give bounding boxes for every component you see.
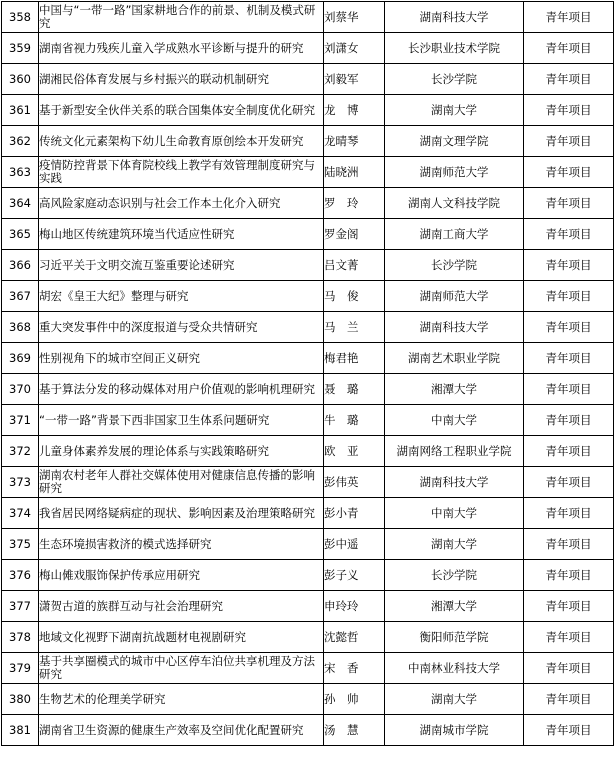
project-type: 青年项目 xyxy=(524,498,614,529)
institution-name: 湖南科技大学 xyxy=(385,312,524,343)
project-number: 358 xyxy=(2,2,39,33)
project-title: 潇贺古道的族群互动与社会治理研究 xyxy=(39,591,324,622)
project-title: 生物艺术的伦理美学研究 xyxy=(39,684,324,715)
project-title: 湖南省卫生资源的健康生产效率及空间优化配置研究 xyxy=(39,715,324,746)
project-title: 梅山傩戏服饰保护传承应用研究 xyxy=(39,560,324,591)
applicant-name: 马 兰 xyxy=(324,312,385,343)
applicant-name: 刘毅军 xyxy=(324,64,385,95)
project-number: 372 xyxy=(2,436,39,467)
table-row xyxy=(2,529,614,560)
institution-name: 衡阳师范学院 xyxy=(385,622,524,653)
applicant-name: 彭子义 xyxy=(324,560,385,591)
project-number: 363 xyxy=(2,157,39,188)
project-type: 青年项目 xyxy=(524,436,614,467)
project-type: 青年项目 xyxy=(524,343,614,374)
project-type: 青年项目 xyxy=(524,560,614,591)
table-row xyxy=(2,715,614,746)
applicant-name: 刘蔡华 xyxy=(324,2,385,33)
project-title: 高风险家庭动态识别与社会工作本土化介入研究 xyxy=(39,188,324,219)
project-title: 湖南农村老年人群社交媒体使用对健康信息传播的影响研究 xyxy=(39,467,324,498)
institution-name: 湖南师范大学 xyxy=(385,281,524,312)
applicant-name: 欧 亚 xyxy=(324,436,385,467)
project-number: 361 xyxy=(2,95,39,126)
project-title: 习近平关于文明交流互鉴重要论述研究 xyxy=(39,250,324,281)
institution-name: 长沙学院 xyxy=(385,250,524,281)
institution-name: 湖南工商大学 xyxy=(385,219,524,250)
project-type: 青年项目 xyxy=(524,405,614,436)
project-title: 基于新型安全伙伴关系的联合国集体安全制度优化研究 xyxy=(39,95,324,126)
institution-name: 湖南网络工程职业学院 xyxy=(385,436,524,467)
table-row xyxy=(2,622,614,653)
table-row xyxy=(2,95,614,126)
project-type: 青年项目 xyxy=(524,653,614,684)
project-title: 我省居民网络疑病症的现状、影响因素及治理策略研究 xyxy=(39,498,324,529)
institution-name: 中南大学 xyxy=(385,498,524,529)
applicant-name: 马 俊 xyxy=(324,281,385,312)
project-number: 365 xyxy=(2,219,39,250)
project-number: 364 xyxy=(2,188,39,219)
table-row xyxy=(2,560,614,591)
project-title: 湖湘民俗体育发展与乡村振兴的联动机制研究 xyxy=(39,64,324,95)
applicant-name: 梅君艳 xyxy=(324,343,385,374)
applicant-name: 彭伟英 xyxy=(324,467,385,498)
project-title: 中国与“一带一路”国家耕地合作的前景、机制及模式研究 xyxy=(39,2,324,33)
project-type: 青年项目 xyxy=(524,157,614,188)
project-number: 370 xyxy=(2,374,39,405)
project-number: 380 xyxy=(2,684,39,715)
project-type: 青年项目 xyxy=(524,188,614,219)
institution-name: 湘潭大学 xyxy=(385,591,524,622)
institution-name: 中南林业科技大学 xyxy=(385,653,524,684)
institution-name: 湖南艺术职业学院 xyxy=(385,343,524,374)
table-row xyxy=(2,467,614,498)
project-number: 360 xyxy=(2,64,39,95)
applicant-name: 聂 璐 xyxy=(324,374,385,405)
project-type: 青年项目 xyxy=(524,622,614,653)
applicant-name: 龙晴琴 xyxy=(324,126,385,157)
project-title: 梅山地区传统建筑环境当代适应性研究 xyxy=(39,219,324,250)
project-title: 地域文化视野下湖南抗战题材电视剧研究 xyxy=(39,622,324,653)
institution-name: 湘潭大学 xyxy=(385,374,524,405)
table-row xyxy=(2,64,614,95)
applicant-name: 沈懿哲 xyxy=(324,622,385,653)
table-row xyxy=(2,281,614,312)
project-type: 青年项目 xyxy=(524,374,614,405)
table-row xyxy=(2,188,614,219)
institution-name: 湖南大学 xyxy=(385,684,524,715)
project-title: 重大突发事件中的深度报道与受众共情研究 xyxy=(39,312,324,343)
project-title: 传统文化元素架构下幼儿生命教育原创绘本开发研究 xyxy=(39,126,324,157)
project-number: 381 xyxy=(2,715,39,746)
project-type: 青年项目 xyxy=(524,95,614,126)
institution-name: 湖南科技大学 xyxy=(385,467,524,498)
table-row xyxy=(2,405,614,436)
table-row xyxy=(2,126,614,157)
institution-name: 湖南人文科技学院 xyxy=(385,188,524,219)
institution-name: 湖南大学 xyxy=(385,95,524,126)
project-number: 371 xyxy=(2,405,39,436)
project-title: “一带一路”背景下西非国家卫生体系问题研究 xyxy=(39,405,324,436)
project-type: 青年项目 xyxy=(524,2,614,33)
table-row xyxy=(2,2,614,33)
project-number: 379 xyxy=(2,653,39,684)
table-row xyxy=(2,157,614,188)
table-row xyxy=(2,219,614,250)
applicant-name: 刘潇女 xyxy=(324,33,385,64)
project-title: 生态环境损害救济的模式选择研究 xyxy=(39,529,324,560)
applicant-name: 龙 博 xyxy=(324,95,385,126)
project-type: 青年项目 xyxy=(524,467,614,498)
project-title: 疫情防控背景下体育院校线上教学有效管理制度研究与实践 xyxy=(39,157,324,188)
institution-name: 中南大学 xyxy=(385,405,524,436)
table-row xyxy=(2,343,614,374)
institution-name: 湖南大学 xyxy=(385,529,524,560)
project-number: 366 xyxy=(2,250,39,281)
table-row xyxy=(2,312,614,343)
project-type: 青年项目 xyxy=(524,684,614,715)
institution-name: 长沙学院 xyxy=(385,64,524,95)
table-row xyxy=(2,684,614,715)
table-row xyxy=(2,653,614,684)
applicant-name: 申玲玲 xyxy=(324,591,385,622)
table-row xyxy=(2,498,614,529)
project-type: 青年项目 xyxy=(524,250,614,281)
applicant-name: 彭中遥 xyxy=(324,529,385,560)
applicant-name: 孙 帅 xyxy=(324,684,385,715)
applicant-name: 牛 璐 xyxy=(324,405,385,436)
table-row xyxy=(2,250,614,281)
institution-name: 湖南文理学院 xyxy=(385,126,524,157)
institution-name: 湖南城市学院 xyxy=(385,715,524,746)
table-row xyxy=(2,33,614,64)
project-title: 基于共享圈模式的城市中心区停车泊位共享机理及方法研究 xyxy=(39,653,324,684)
applicant-name: 吕文菁 xyxy=(324,250,385,281)
project-type: 青年项目 xyxy=(524,529,614,560)
project-title: 性别视角下的城市空间正义研究 xyxy=(39,343,324,374)
project-number: 359 xyxy=(2,33,39,64)
table-row xyxy=(2,436,614,467)
project-number: 362 xyxy=(2,126,39,157)
institution-name: 湖南科技大学 xyxy=(385,2,524,33)
applicant-name: 宋 香 xyxy=(324,653,385,684)
applicant-name: 罗金阁 xyxy=(324,219,385,250)
project-number: 374 xyxy=(2,498,39,529)
project-type: 青年项目 xyxy=(524,219,614,250)
table-row xyxy=(2,591,614,622)
project-type: 青年项目 xyxy=(524,281,614,312)
project-list-body xyxy=(2,2,614,746)
applicant-name: 罗 玲 xyxy=(324,188,385,219)
project-type: 青年项目 xyxy=(524,715,614,746)
project-number: 375 xyxy=(2,529,39,560)
project-title: 基于算法分发的移动媒体对用户价值观的影响机理研究 xyxy=(39,374,324,405)
project-type: 青年项目 xyxy=(524,64,614,95)
institution-name: 长沙学院 xyxy=(385,560,524,591)
project-number: 376 xyxy=(2,560,39,591)
project-number: 367 xyxy=(2,281,39,312)
applicant-name: 彭小青 xyxy=(324,498,385,529)
institution-name: 长沙职业技术学院 xyxy=(385,33,524,64)
project-title: 胡宏《皇王大纪》整理与研究 xyxy=(39,281,324,312)
project-type: 青年项目 xyxy=(524,312,614,343)
project-number: 378 xyxy=(2,622,39,653)
project-title: 儿童身体素养发展的理论体系与实践策略研究 xyxy=(39,436,324,467)
project-number: 377 xyxy=(2,591,39,622)
project-number: 373 xyxy=(2,467,39,498)
project-number: 369 xyxy=(2,343,39,374)
table-row xyxy=(2,374,614,405)
project-type: 青年项目 xyxy=(524,591,614,622)
project-number: 368 xyxy=(2,312,39,343)
project-type: 青年项目 xyxy=(524,33,614,64)
project-list-table xyxy=(1,1,614,746)
applicant-name: 陆晓洲 xyxy=(324,157,385,188)
project-title: 湖南省视力残疾儿童入学成熟水平诊断与提升的研究 xyxy=(39,33,324,64)
institution-name: 湖南师范大学 xyxy=(385,157,524,188)
applicant-name: 汤 慧 xyxy=(324,715,385,746)
project-type: 青年项目 xyxy=(524,126,614,157)
